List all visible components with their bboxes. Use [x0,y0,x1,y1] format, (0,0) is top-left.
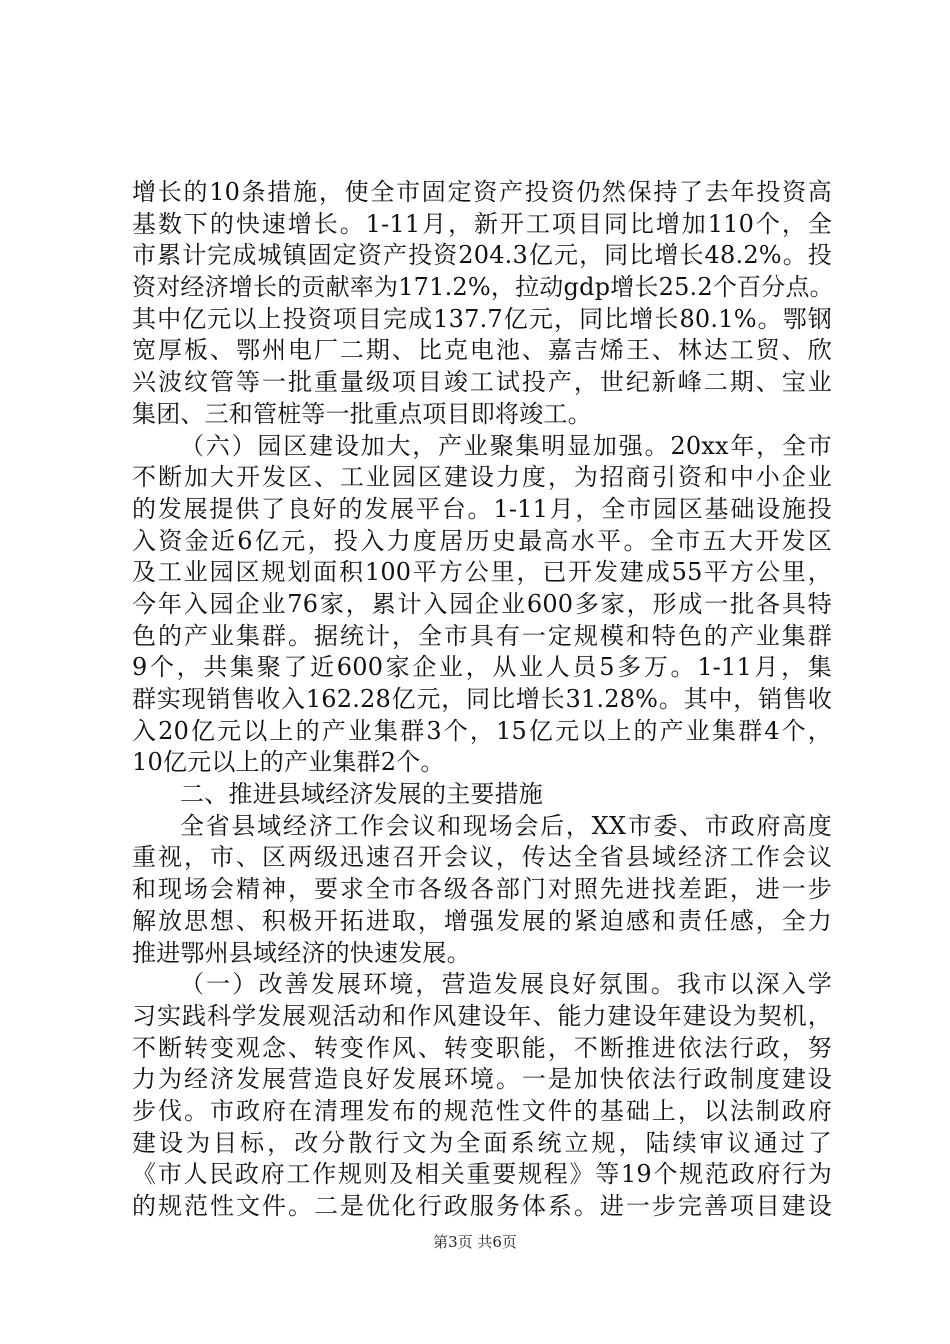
text-line: 集团、三和管桩等一批重点项目即将竣工。 [132,399,592,428]
text-line: 基数下的快速增长。1-11月，新开工项目同比增加110个，全 [132,209,832,238]
text-line: 资对经济增长的贡献率为171.2%，拉动gdp增长25.2个百分点。 [132,273,834,302]
document-body [132,177,832,1223]
text-line: 解放思想、积极开拓进取，增强发展的紧迫感和责任感，全力 [132,906,832,935]
text-line: 入20亿元以上的产业集群3个，15亿元以上的产业集群4个， [132,716,832,745]
text-line: 10亿元以上的产业集群2个。 [132,748,445,777]
text-line: 的规范性文件。二是优化行政服务体系。进一步完善项目建设 [132,1192,832,1220]
text-line: 和现场会精神，要求全市各级各部门对照先进找差距，进一步 [132,875,832,904]
section-heading-line: （一）改善发展环境，营造发展良好氛围。我市以深入学 [180,970,832,999]
text-line: 推进鄂州县域经济的快速发展。 [132,938,471,967]
text-line: 兴波纹管等一批重量级项目竣工试投产，世纪新峰二期、宝业 [132,368,832,397]
text-line: 步伐。市政府在清理发布的规范性文件的基础上，以法制政府 [132,1096,832,1125]
text-line: 其中亿元以上投资项目完成137.7亿元，同比增长80.1%。鄂钢 [132,304,832,333]
text-line: 增长的10条措施，使全市固定资产投资仍然保持了去年投资高 [132,178,832,206]
text-line: 不断加大开发区、工业园区建设力度，为招商引资和中小企业 [132,463,832,492]
text-line: 入资金近6亿元，投入力度居历史最高水平。全市五大开发区 [132,526,832,555]
text-line: 群实现销售收入162.28亿元，同比增长31.28%。其中，销售收 [132,685,832,713]
text-line: 9个，共集聚了近600家企业，从业人员5多万。1-11月，集 [132,653,832,682]
text-line: 不断转变观念、转变作风、转变职能，不断推进依法行政，努 [132,1033,832,1062]
section-heading-line: （六）园区建设加大，产业聚集明显加强。20xx年，全市 [180,431,832,460]
text-line: 力为经济发展营造良好发展环境。一是加快依法行政制度建设 [132,1065,832,1094]
page-number: 第3页 共6页 [433,1233,517,1251]
text-line: 今年入园企业76家，累计入园企业600多家，形成一批各具特 [132,589,832,618]
section-title: 二、推进县域经济发展的主要措施 [180,780,543,809]
text-line: 《市人民政府工作规则及相关重要规程》等19个规范政府行为 [132,1160,832,1189]
text-line: 建设为目标，改分散行文为全面系统立规，陆续审议通过了 [132,1128,832,1157]
text-line: 市累计完成城镇固定资产投资204.3亿元，同比增长48.2%。投 [132,241,832,270]
text-line: 重视，市、区两级迅速召开会议，传达全省县域经济工作会议 [132,843,832,872]
text-line: 习实践科学发展观活动和作风建设年、能力建设年建设为契机， [132,1001,832,1030]
text-line: 全省县域经济工作会议和现场会后，XX市委、市政府高度 [180,811,832,840]
text-line: 色的产业集群。据统计，全市具有一定规模和特色的产业集群 [132,621,832,650]
text-line: 及工业园区规划面积100平方公里，已开发建成55平方公里， [132,558,832,587]
text-line: 宽厚板、鄂州电厂二期、比克电池、嘉吉烯王、林达工贸、欣 [132,336,832,365]
text-line: 的发展提供了良好的发展平台。1-11月，全市园区基础设施投 [132,494,832,523]
